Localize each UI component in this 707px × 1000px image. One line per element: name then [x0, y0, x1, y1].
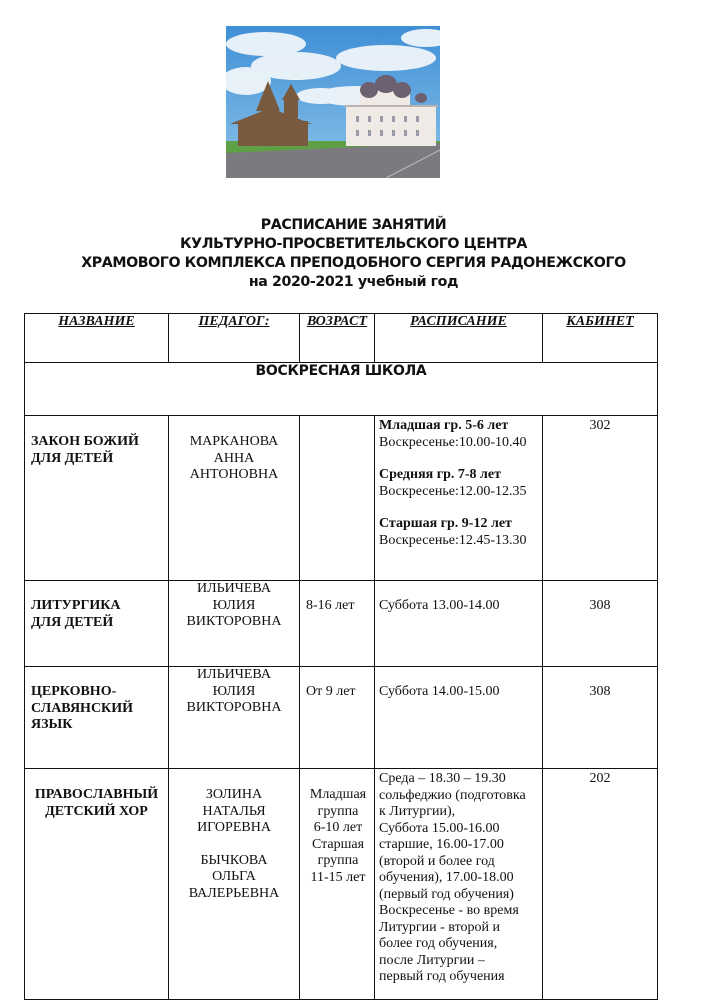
- section-title: ВОСКРЕСНАЯ ШКОЛА: [25, 363, 658, 416]
- schedule-line: к Литургии),: [379, 804, 456, 819]
- group-label: Младшая гр. 5-6 лет: [379, 418, 509, 433]
- schedule-line: Литургии - второй и: [379, 919, 500, 935]
- teacher-line: ВАЛЕРЬЕВНА: [188, 885, 280, 901]
- table-row: [25, 667, 658, 769]
- header-name: НАЗВАНИЕ: [25, 314, 169, 363]
- schedule: Суббота 14.00-15.00: [375, 667, 543, 769]
- age-line: 6-10 лет: [313, 820, 363, 835]
- schedule-line: более год обучения,: [379, 936, 498, 951]
- teacher-line: ИЛЬИЧЕВА: [197, 581, 271, 596]
- temple-complex-photo: [226, 26, 440, 178]
- section-row: [25, 363, 658, 416]
- course-name: [25, 769, 169, 1000]
- schedule-line: после Литургии –: [379, 952, 485, 968]
- schedule: [375, 416, 543, 581]
- table-row: [25, 581, 658, 667]
- group-label: Средняя гр. 7-8 лет: [379, 467, 501, 482]
- teacher-line: ИГОРЕВНА: [197, 820, 271, 835]
- schedule-table: [24, 313, 658, 1000]
- teacher-line: ВИКТОРОВНА: [186, 614, 282, 629]
- room: 302: [543, 416, 658, 581]
- schedule-line: (первый год обучения): [379, 886, 514, 902]
- title-line-3: ХРАМОВОГО КОМПЛЕКСА ПРЕПОДОБНОГО СЕРГИЯ РАДОНЕЖСКОГО: [81, 255, 626, 271]
- course-name-line: ДЕТСКИЙ ХОР: [45, 803, 148, 819]
- teacher-line: АНТОНОВНА: [189, 467, 279, 482]
- teacher-line: ЮЛИЯ: [212, 597, 256, 613]
- schedule-line: Воскресенье - во время: [379, 903, 519, 918]
- course-name: [25, 667, 169, 769]
- course-name: [25, 416, 169, 581]
- course-name: [25, 581, 169, 667]
- teacher-line: ЮЛИЯ: [212, 683, 256, 699]
- teacher-line: БЫЧКОВА: [200, 852, 268, 868]
- table-row: [25, 769, 658, 1000]
- room: 308: [543, 667, 658, 769]
- header-age: ВОЗРАСТ: [300, 314, 375, 363]
- table-header-row: [25, 314, 658, 363]
- schedule-line: (второй и более год: [379, 853, 495, 869]
- course-name-line: ЛИТУРГИКА: [31, 598, 121, 613]
- teacher-line: ВИКТОРОВНА: [186, 700, 282, 715]
- age-line: группа: [317, 853, 359, 868]
- schedule-line: сольфеджио (подготовка: [379, 787, 526, 803]
- header-schedule: РАСПИСАНИЕ: [375, 314, 543, 363]
- teacher: [169, 581, 300, 667]
- teacher: [169, 667, 300, 769]
- schedule-line: Среда – 18.30 – 19.30: [379, 771, 506, 786]
- title-line-1: РАСПИСАНИЕ ЗАНЯТИЙ: [260, 217, 447, 233]
- room: 308: [543, 581, 658, 667]
- schedule: Суббота 13.00-14.00: [375, 581, 543, 667]
- room: 202: [543, 769, 658, 1000]
- age: [300, 416, 375, 581]
- schedule-line: обучения), 17.00-18.00: [379, 870, 514, 885]
- teacher-line: МАРКАНОВА: [189, 434, 279, 449]
- schedule-line: Суббота 15.00-16.00: [379, 820, 500, 836]
- table-row: [25, 416, 658, 581]
- header-teacher: ПЕДАГОГ:: [169, 314, 300, 363]
- teacher: [169, 769, 300, 1000]
- photo-illustration: [226, 26, 440, 178]
- course-name-line: ДЛЯ ДЕТЕЙ: [31, 614, 114, 630]
- age: [300, 769, 375, 1000]
- age-line: группа: [317, 803, 359, 819]
- course-name-line: ПРАВОСЛАВНЫЙ: [34, 787, 159, 802]
- schedule-line: первый год обучения: [379, 969, 505, 984]
- age: От 9 лет: [300, 667, 375, 769]
- teacher-line: ОЛЬГА: [212, 869, 256, 884]
- teacher-line: ИЛЬИЧЕВА: [197, 667, 271, 682]
- age-line: 11-15 лет: [310, 869, 366, 885]
- teacher-line: ЗОЛИНА: [205, 787, 263, 802]
- age-line: Старшая: [311, 836, 365, 852]
- schedule: [375, 769, 543, 1000]
- course-name-line: ДЛЯ ДЕТЕЙ: [31, 450, 114, 466]
- course-name-line: ЯЗЫК: [31, 717, 73, 732]
- group-time: Воскресенье:10.00-10.40: [379, 434, 527, 450]
- title-line-2: КУЛЬТУРНО-ПРОСВЕТИТЕЛЬСКОГО ЦЕНТРА: [179, 236, 528, 252]
- course-name-line: СЛАВЯНСКИЙ: [31, 700, 133, 716]
- group-time: Воскресенье:12.00-12.35: [379, 483, 527, 499]
- schedule-line: старшие, 16.00-17.00: [379, 837, 504, 852]
- course-name-line: ЗАКОН БОЖИЙ: [31, 434, 139, 449]
- document-title: [0, 216, 707, 292]
- age-line: Младшая: [309, 787, 367, 802]
- group-label: Старшая гр. 9-12 лет: [379, 516, 512, 531]
- course-name-line: ЦЕРКОВНО-: [31, 684, 117, 699]
- header-room: КАБИНЕТ: [543, 314, 658, 363]
- teacher: [169, 416, 300, 581]
- group-time: Воскресенье:12.45-13.30: [379, 532, 527, 548]
- teacher-line: НАТАЛЬЯ: [202, 803, 266, 819]
- age: 8-16 лет: [300, 581, 375, 667]
- teacher-line: АННА: [213, 450, 255, 466]
- title-line-4: на 2020-2021 учебный год: [248, 274, 459, 290]
